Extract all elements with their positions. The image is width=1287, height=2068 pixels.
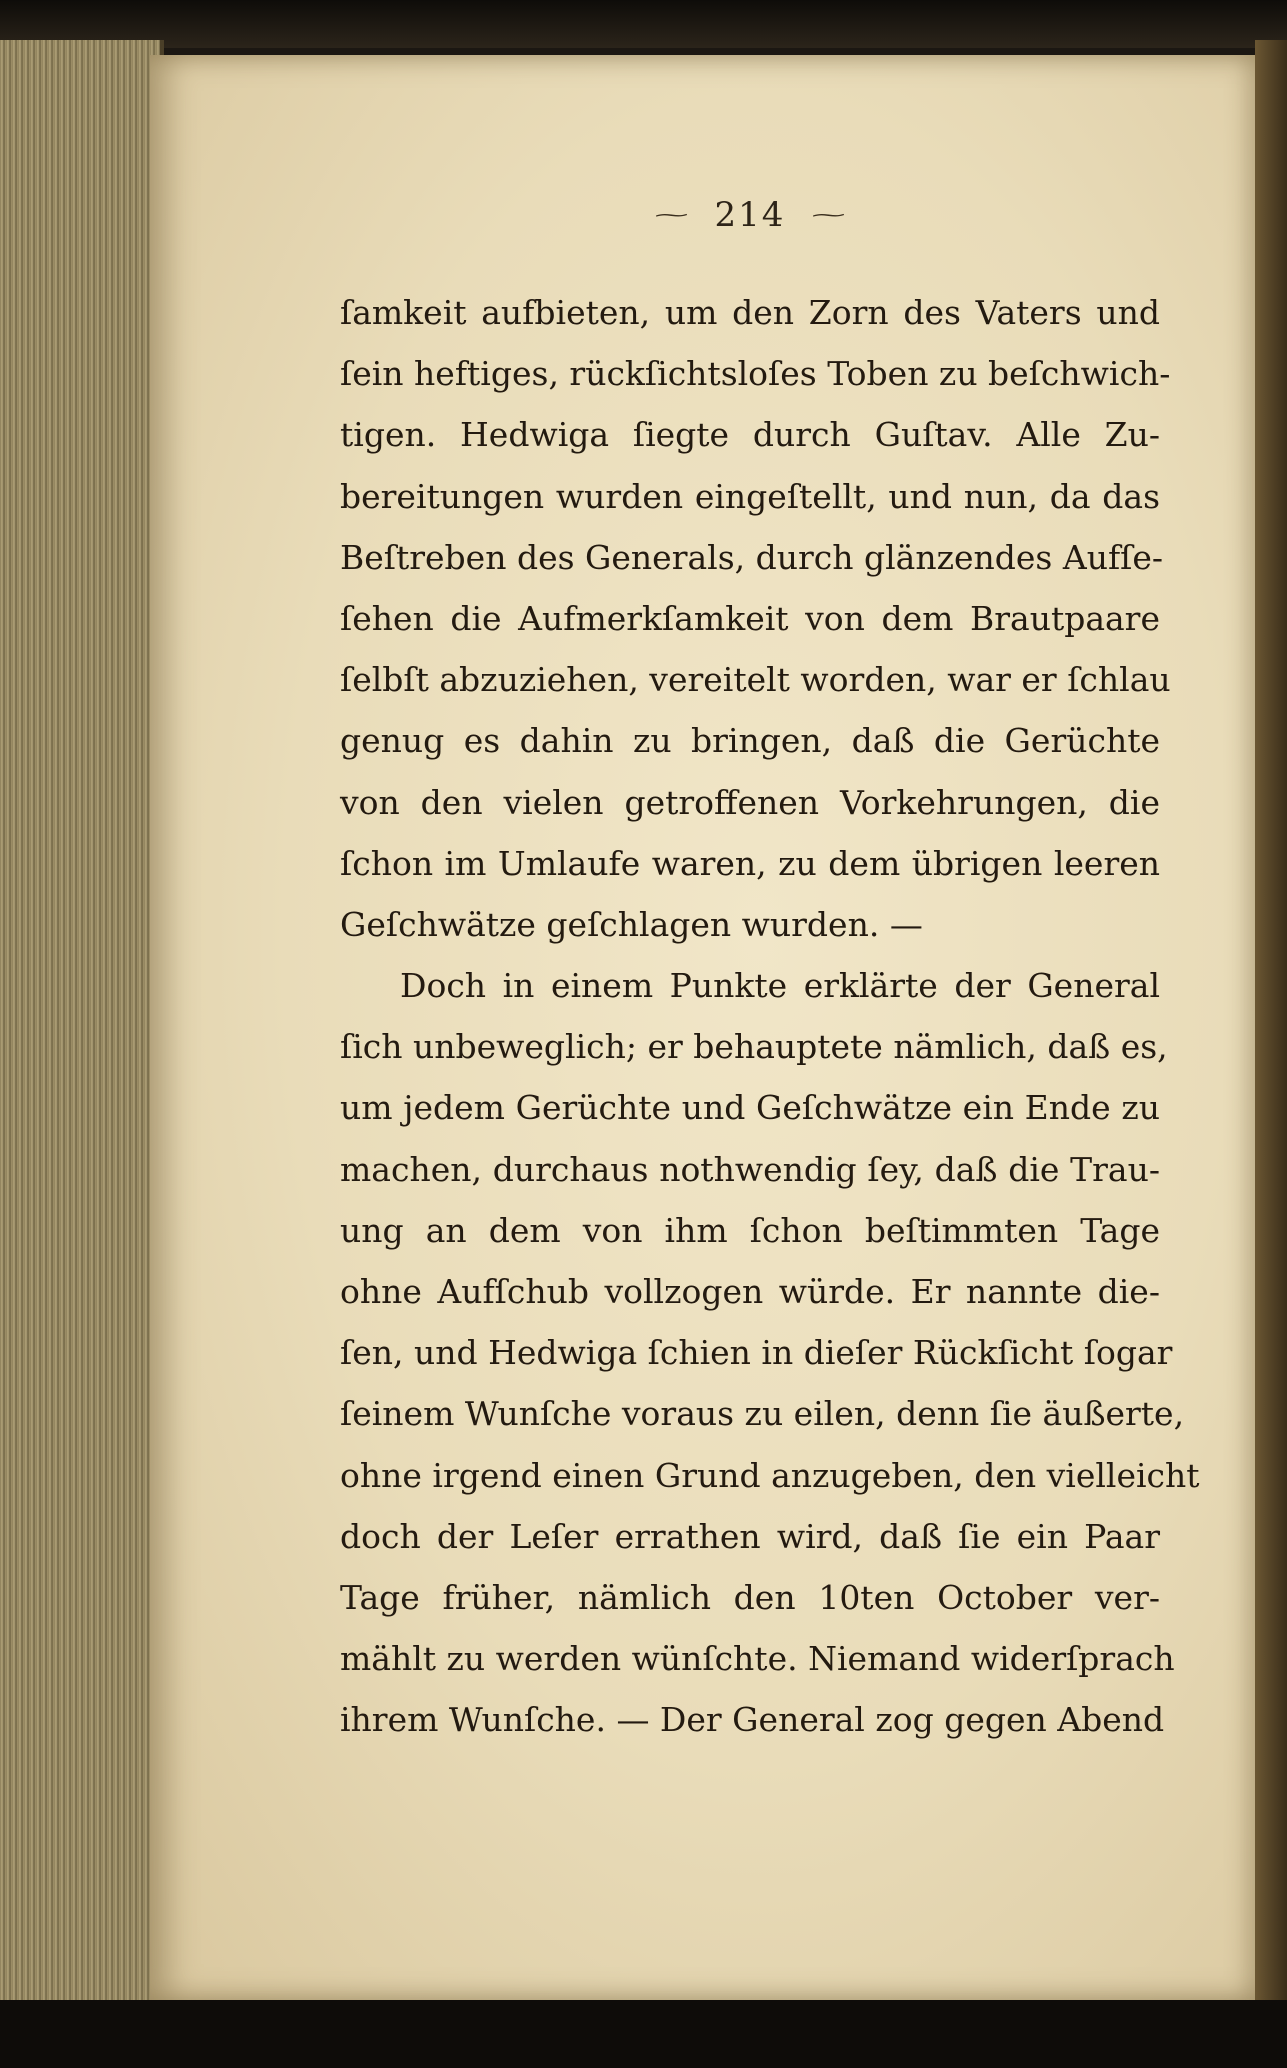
text-line: doch der Leſer errathen wird, daß ſie ein Paar	[340, 1516, 1160, 1556]
body-text	[340, 282, 1200, 1751]
text-line: Doch in einem Punkte erklärte der General	[400, 966, 1160, 1006]
text-line: um jedem Gerüchte und Geſchwätze ein Ende zu	[340, 1088, 1160, 1128]
text-line: ſchon im Umlaufe waren, zu dem übrigen leeren	[340, 843, 1160, 883]
text-line: mählt zu werden wünſchte. Niemand widerſprach	[340, 1639, 1175, 1679]
left-ornament-icon: ⁓	[654, 205, 689, 225]
text-line: Geſchwätze geſchlagen wurden. —	[340, 904, 923, 944]
text-line: bereitungen wurden eingeſtellt, und nun, da das	[340, 476, 1160, 516]
text-line: ihrem Wunſche. — Der General zog gegen Abend	[340, 1700, 1165, 1740]
text-line: Tage früher, nämlich den 10ten October ver-	[340, 1577, 1160, 1617]
text-line: ſen, und Hedwiga ſchien in dieſer Rückſicht ſogar	[340, 1333, 1173, 1373]
text-line: ung an dem von ihm ſchon beſtimmten Tage	[340, 1210, 1160, 1250]
text-line: Beſtreben des Generals, durch glänzendes Aufſe-	[340, 537, 1164, 577]
text-line: ſamkeit aufbieten, um den Zorn des Vaters und	[340, 293, 1160, 332]
text-line: ohne Aufſchub vollzogen würde. Er nannte die-	[340, 1272, 1160, 1311]
right-ornament-icon: ⁓	[811, 205, 846, 225]
text-line: ohne irgend einen Grund anzugeben, den vielleicht	[340, 1455, 1200, 1495]
text-line: ſich unbeweglich; er behauptete nämlich, daß es,	[340, 1027, 1168, 1067]
page-header	[620, 195, 880, 235]
text-line: genug es dahin zu bringen, daß die Gerüchte	[340, 721, 1160, 761]
text-line: von den vielen getroffenen Vorkehrungen, die	[340, 782, 1160, 822]
book-page-edges	[0, 40, 164, 2000]
text-line: tigen. Hedwiga ſiegte durch Guſtav. Alle Zu-	[340, 415, 1160, 455]
text-line: ſehen die Aufmerkſamkeit von dem Brautpaare	[340, 598, 1160, 638]
scan-top-shadow	[0, 0, 1287, 48]
page-number: 214	[714, 195, 786, 235]
book-cover-edge	[1255, 40, 1287, 2000]
scan-bottom-shadow	[0, 2000, 1287, 2068]
text-line: ſelbſt abzuziehen, vereitelt worden, war er ſchlau	[340, 660, 1171, 700]
text-line: machen, durchaus nothwendig ſey, daß die Trau-	[340, 1149, 1160, 1189]
text-line: ſeinem Wunſche voraus zu eilen, denn ſie äußerte,	[340, 1394, 1185, 1434]
text-line: ſein heftiges, rückſichtsloſes Toben zu beſchwich-	[340, 354, 1171, 394]
